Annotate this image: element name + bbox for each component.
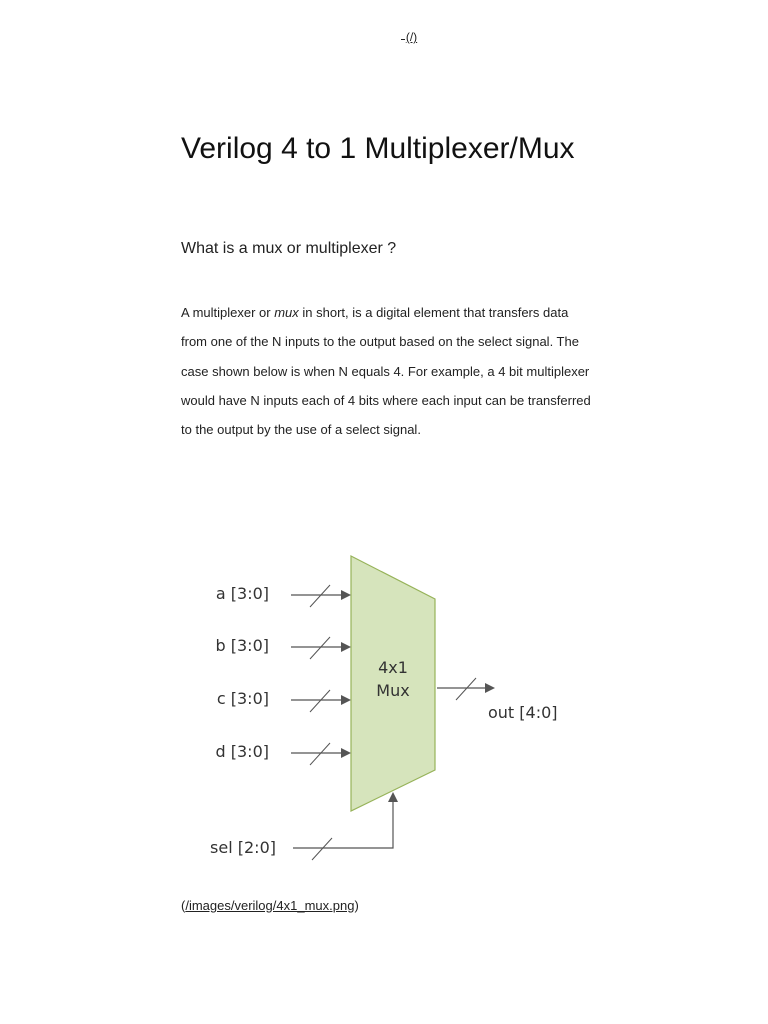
image-link-open: (: [181, 898, 186, 913]
section-subtitle: What is a mux or multiplexer ?: [181, 240, 397, 257]
para-emphasis: mux: [274, 305, 299, 320]
image-link-path[interactable]: /images/verilog/4x1_mux.png: [185, 898, 355, 913]
page-title: Verilog 4 to 1 Multiplexer/Mux: [181, 132, 575, 165]
bus-slash-a: [310, 585, 330, 607]
intro-paragraph: [181, 298, 593, 444]
mux-block-label-bottom: Mux: [376, 681, 410, 700]
bus-slash-sel: [312, 838, 332, 860]
mux-block-label-top: 4x1: [378, 658, 408, 677]
home-link[interactable]: (/): [0, 30, 768, 44]
input-label-a: a [3:0]: [215, 584, 269, 603]
select-arrow: [293, 794, 393, 848]
para-text-start: A multiplexer or: [181, 305, 275, 320]
image-link-close: ): [354, 898, 359, 913]
input-label-d: d [3:0]: [215, 742, 269, 761]
input-label-b: b [3:0]: [215, 636, 269, 655]
bus-slash-d: [310, 743, 330, 765]
bus-slash-b: [310, 637, 330, 659]
para-text-rest: in short, is a digital element that transfers data from one of the N inputs to the output based on the select signal. The case shown below is when N equals 4. For example, a 4 bit multiplexer would have N inputs each of 4 bits where each input can be transferred to the output by the use of a select signal.: [181, 305, 591, 438]
bus-slash-out: [456, 678, 476, 700]
input-label-c: c [3:0]: [216, 689, 269, 708]
output-label: out [4:0]: [488, 703, 558, 722]
select-label: sel [2:0]: [210, 838, 276, 857]
image-source-link[interactable]: [181, 898, 359, 913]
mux-diagram: [200, 540, 580, 870]
bus-slash-c: [310, 690, 330, 712]
